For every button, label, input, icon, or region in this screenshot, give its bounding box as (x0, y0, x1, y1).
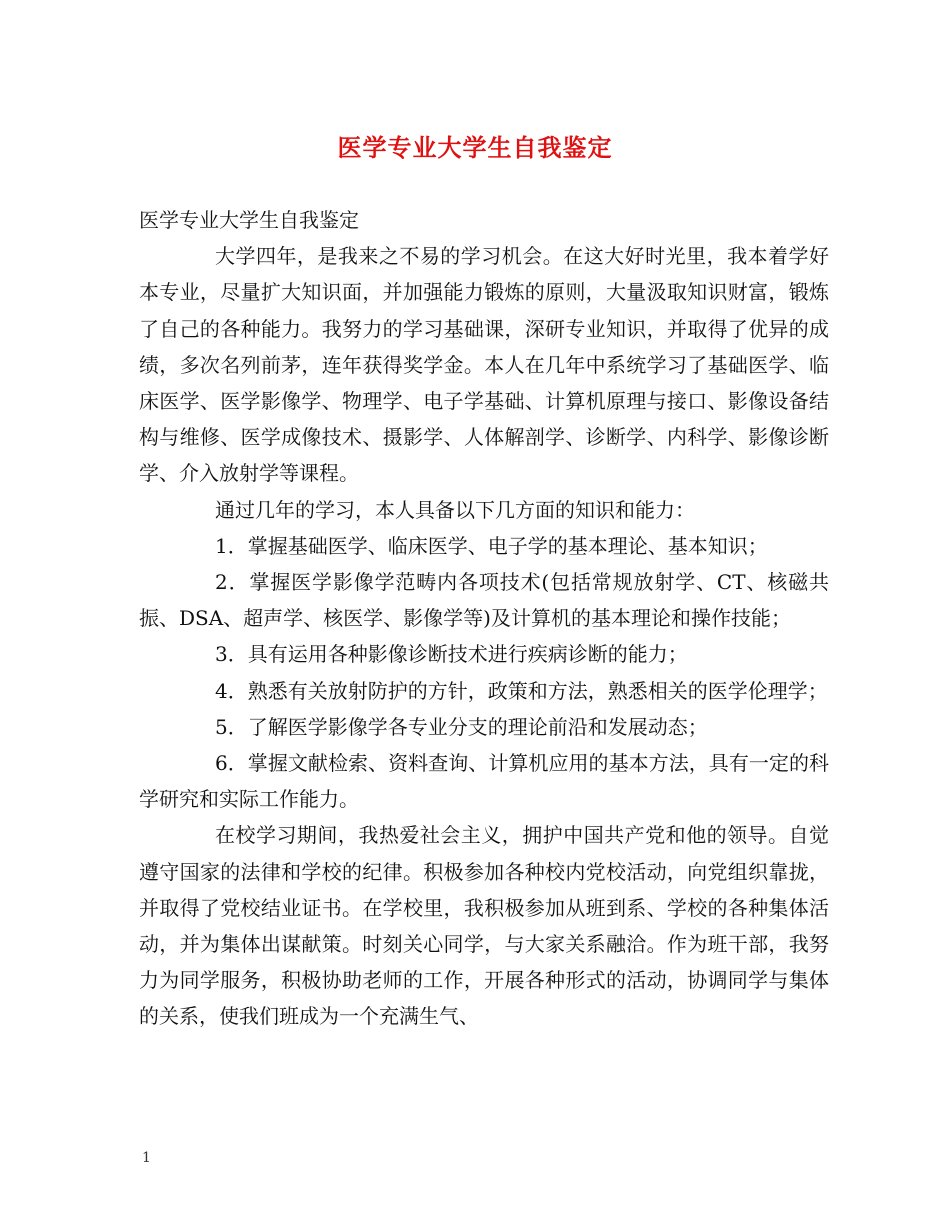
paragraph-intro: 大学四年，是我来之不易的学习机会。在这大好时光里，我本着学好本专业，尽量扩大知识面，并加强能力锻炼的原则，大量汲取知识财富，锻炼了自己的各种能力。我努力的学习基础课，深研专业知识，并取得了优异的成绩，多次名列前茅，连年获得奖学金。本人在几年中系统学习了基础医学、临床医学、医学影像学、物理学、电子学基础、计算机原理与接口、影像设备结构与维修、医学成像技术、摄影学、人体解剖学、诊断学、内科学、影像诊断学、介入放射学等课程。 (139, 244, 829, 486)
page-number: 1 (142, 1150, 151, 1166)
list-item-2: 2．掌握医学影像学范畴内各项技术(包括常规放射学、CT、核磁共振、DSA、超声学、核医学、影像学等)及计算机的基本理论和操作技能； (139, 570, 829, 631)
list-item-6: 6．掌握文献检索、资料查询、计算机应用的基本方法，具有一定的科学研究和实际工作能力。 (139, 751, 829, 812)
paragraph-school-life: 在校学习期间，我热爱社会主义，拥护中国共产党和他的领导。自觉遵守国家的法律和学校的纪律。积极参加各种校内党校活动，向党组织靠拢，并取得了党校结业证书。在学校里，我积极参加从班到系、学校的各种集体活动，并为集体出谋献策。时刻关心同学，与大家关系融洽。作为班干部，我努力为同学服务，积极协助老师的工作，开展各种形式的活动，协调同学与集体的关系，使我们班成为一个充满生气、 (139, 823, 829, 1029)
document-subtitle: 医学专业大学生自我鉴定 (139, 208, 359, 232)
document-body (139, 202, 829, 1035)
list-item-1: 1．掌握基础医学、临床医学、电子学的基本理论、基本知识； (215, 533, 768, 558)
paragraph-abilities-lead: 通过几年的学习，本人具备以下几方面的知识和能力： (215, 497, 695, 522)
list-item-3: 3．具有运用各种影像诊断技术进行疾病诊断的能力； (215, 642, 688, 667)
list-item-4: 4．熟悉有关放射防护的方针，政策和方法，熟悉相关的医学伦理学； (215, 678, 828, 703)
list-item-5: 5．了解医学影像学各专业分支的理论前沿和发展动态； (215, 714, 708, 739)
document-title: 医学专业大学生自我鉴定 (337, 133, 613, 162)
